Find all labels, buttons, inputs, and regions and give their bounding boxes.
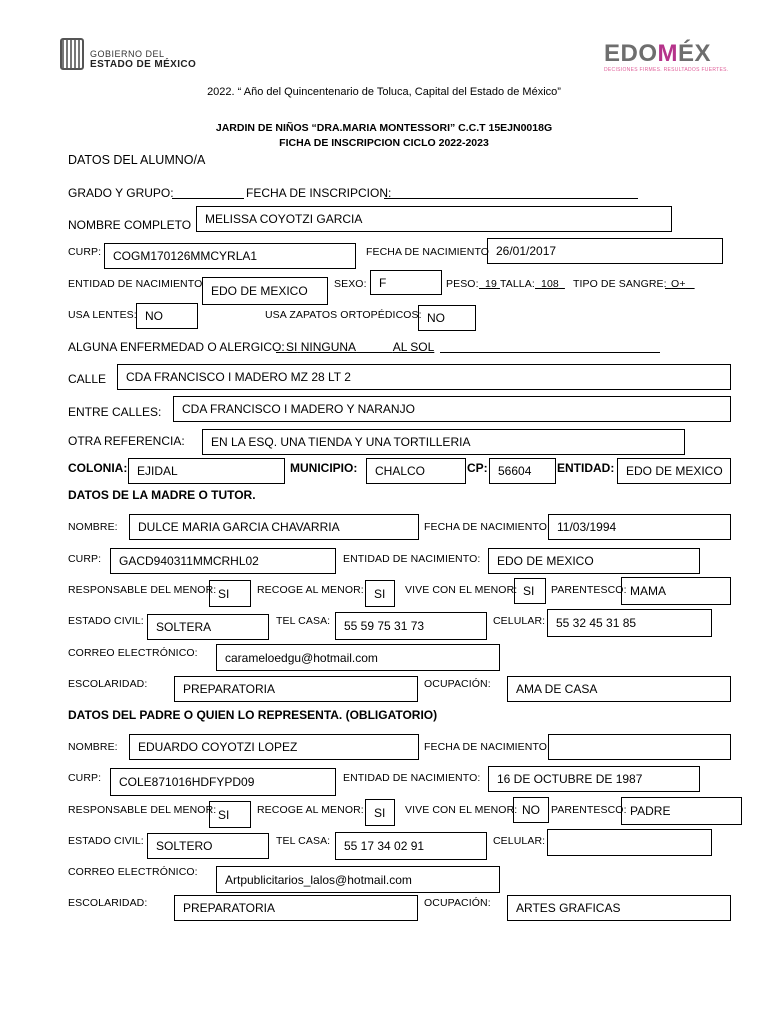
cp-field[interactable]: 56604 bbox=[489, 458, 556, 484]
padre-escolaridad-field[interactable]: PREPARATORIA bbox=[174, 895, 418, 921]
madre-nombre-label: NOMBRE: bbox=[68, 521, 118, 533]
enfermedad-input-line bbox=[440, 352, 660, 353]
form-title: FICHA DE INSCRIPCION CICLO 2022-2023 bbox=[279, 137, 489, 149]
padre-entidad-nacimiento-label: ENTIDAD DE NACIMIENTO: bbox=[343, 772, 481, 784]
madre-estado-civil-label: ESTADO CIVIL: bbox=[68, 615, 144, 627]
madre-escolaridad-label: ESCOLARIDAD: bbox=[68, 678, 148, 690]
madre-entidad-nacimiento-field[interactable]: EDO DE MEXICO bbox=[488, 548, 700, 574]
madre-estado-civil-field[interactable]: SOLTERA bbox=[147, 614, 269, 640]
madre-vive-label: VIVE CON EL MENOR: bbox=[405, 584, 518, 596]
padre-celular-label: CELULAR: bbox=[493, 835, 546, 847]
otra-referencia-field[interactable]: EN LA ESQ. UNA TIENDA Y UNA TORTILLERIA bbox=[202, 429, 685, 455]
madre-celular-label: CELULAR: bbox=[493, 615, 546, 627]
madre-ocupacion-field[interactable]: AMA DE CASA bbox=[507, 676, 731, 702]
section-madre: DATOS DE LA MADRE O TUTOR. bbox=[68, 488, 256, 502]
madre-tel-casa-label: TEL CASA: bbox=[276, 615, 331, 627]
fecha-inscripcion-input-line[interactable] bbox=[384, 198, 638, 199]
padre-fecha-nacimiento-label: FECHA DE NACIMIENTO: bbox=[424, 741, 551, 753]
padre-curp-field[interactable]: COLE871016HDFYPD09 bbox=[110, 768, 336, 796]
madre-curp-field[interactable]: GACD940311MMCRHL02 bbox=[110, 548, 336, 574]
section-padre: DATOS DEL PADRE O QUIEN LO REPRESENTA. (OBLIGATORIO) bbox=[68, 708, 438, 722]
fecha-nacimiento-label: FECHA DE NACIMIENTO bbox=[366, 246, 490, 258]
entidad-label: ENTIDAD: bbox=[557, 461, 615, 475]
padre-tel-casa-field[interactable]: 55 17 34 02 91 bbox=[335, 832, 487, 860]
entre-calles-label: ENTRE CALLES: bbox=[68, 405, 162, 419]
madre-tel-casa-field[interactable]: 55 59 75 31 73 bbox=[335, 612, 487, 640]
section-alumno: DATOS DEL ALUMNO/A bbox=[68, 153, 206, 167]
talla-value[interactable]: 108 bbox=[541, 278, 559, 290]
madre-responsable-field[interactable]: SI bbox=[209, 580, 251, 607]
edomex-tagline: DECISIONES FIRMES. RESULTADOS FUERTES. bbox=[604, 67, 729, 73]
talla-label: TALLA: bbox=[500, 278, 535, 290]
calle-field[interactable]: CDA FRANCISCO I MADERO MZ 28 LT 2 bbox=[117, 364, 731, 390]
curp-field[interactable]: COGM170126MMCYRLA1 bbox=[104, 243, 356, 269]
curp-label: CURP: bbox=[68, 246, 102, 258]
calle-label: CALLE bbox=[68, 372, 107, 386]
padre-ocupacion-field[interactable]: ARTES GRAFICAS bbox=[507, 895, 731, 921]
padre-fecha-nacimiento-field[interactable] bbox=[548, 734, 731, 760]
madre-responsable-label: RESPONSABLE DEL MENOR: bbox=[68, 584, 217, 596]
cp-label: CP: bbox=[467, 461, 488, 475]
gobierno-logo-line1: GOBIERNO DEL bbox=[90, 49, 165, 59]
padre-correo-label: CORREO ELECTRÓNICO: bbox=[68, 866, 198, 878]
padre-vive-label: VIVE CON EL MENOR: bbox=[405, 804, 518, 816]
padre-ocupacion-label: OCUPACIÓN: bbox=[424, 897, 491, 909]
year-motto: 2022. “ Año del Quincentenario de Toluca, Capital del Estado de México” bbox=[207, 86, 561, 98]
madre-nombre-field[interactable]: DULCE MARIA GARCIA CHAVARRIA bbox=[129, 514, 419, 540]
madre-recoge-field[interactable]: SI bbox=[365, 580, 395, 607]
fecha-inscripcion-label: FECHA DE INSCRIPCION: bbox=[246, 186, 392, 200]
madre-celular-field[interactable]: 55 32 45 31 85 bbox=[547, 609, 712, 637]
padre-responsable-field[interactable]: SI bbox=[209, 801, 251, 828]
madre-entidad-nacimiento-label: ENTIDAD DE NACIMIENTO: bbox=[343, 553, 481, 565]
padre-nombre-label: NOMBRE: bbox=[68, 741, 118, 753]
padre-escolaridad-label: ESCOLARIDAD: bbox=[68, 897, 148, 909]
school-name: JARDIN DE NIÑOS “DRA.MARIA MONTESSORI” C.C.T 15EJN0018G bbox=[215, 122, 553, 134]
grado-label: GRADO Y GRUPO: bbox=[68, 186, 174, 200]
peso-value[interactable]: 19 bbox=[485, 278, 497, 290]
madre-parentesco-field[interactable]: MAMA bbox=[621, 577, 731, 605]
enfermedad-label: ALGUNA ENFERMEDAD O ALERGICO: bbox=[68, 340, 285, 354]
padre-tel-casa-label: TEL CASA: bbox=[276, 835, 331, 847]
zapatos-ortopedicos-label: USA ZAPATOS ORTOPÉDICOS: bbox=[265, 309, 422, 321]
municipio-label: MUNICIPIO: bbox=[290, 461, 358, 475]
usa-lentes-field[interactable]: NO bbox=[136, 303, 198, 329]
padre-entidad-nacimiento-field[interactable]: 16 DE OCTUBRE DE 1987 bbox=[488, 766, 700, 792]
sexo-label: SEXO: bbox=[334, 278, 367, 290]
zapatos-ortopedicos-field[interactable]: NO bbox=[418, 305, 476, 331]
padre-recoge-field[interactable]: SI bbox=[365, 799, 395, 826]
madre-correo-label: CORREO ELECTRÓNICO: bbox=[68, 647, 198, 659]
tipo-sangre-value[interactable]: O+ bbox=[671, 278, 686, 290]
entidad-nacimiento-label: ENTIDAD DE NACIMIENTO bbox=[68, 278, 203, 290]
madre-fecha-nacimiento-field[interactable]: 11/03/1994 bbox=[548, 514, 731, 540]
padre-curp-label: CURP: bbox=[68, 772, 102, 784]
madre-escolaridad-field[interactable]: PREPARATORIA bbox=[174, 676, 418, 702]
padre-recoge-label: RECOGE AL MENOR: bbox=[257, 804, 364, 816]
padre-estado-civil-label: ESTADO CIVIL: bbox=[68, 835, 144, 847]
entre-calles-field[interactable]: CDA FRANCISCO I MADERO Y NARANJO bbox=[173, 396, 731, 422]
madre-curp-label: CURP: bbox=[68, 553, 102, 565]
grado-input-line[interactable] bbox=[172, 198, 244, 199]
madre-ocupacion-label: OCUPACIÓN: bbox=[424, 678, 491, 690]
estado-de-mexico-seal-icon bbox=[60, 38, 84, 70]
peso-label: PESO: bbox=[446, 278, 479, 290]
padre-responsable-label: RESPONSABLE DEL MENOR: bbox=[68, 804, 217, 816]
madre-parentesco-label: PARENTESCO: bbox=[551, 584, 627, 596]
usa-lentes-label: USA LENTES: bbox=[68, 309, 137, 321]
tipo-sangre-label: TIPO DE SANGRE: bbox=[573, 278, 667, 290]
nombre-completo-field[interactable]: MELISSA COYOTZI GARCIA bbox=[196, 206, 672, 232]
colonia-field[interactable]: EJIDAL bbox=[128, 458, 285, 484]
padre-vive-field[interactable]: NO bbox=[513, 797, 549, 823]
padre-correo-field[interactable]: Artpublicitarios_lalos@hotmail.com bbox=[216, 866, 500, 893]
madre-correo-field[interactable]: carameloedgu@hotmail.com bbox=[216, 644, 500, 671]
enfermedad-value[interactable]: SI NINGUNA AL SOL bbox=[286, 340, 435, 354]
fecha-nacimiento-field[interactable]: 26/01/2017 bbox=[487, 238, 723, 264]
colonia-label: COLONIA: bbox=[68, 461, 128, 475]
padre-parentesco-field[interactable]: PADRE bbox=[621, 797, 742, 825]
otra-referencia-label: OTRA REFERENCIA: bbox=[68, 434, 185, 448]
nombre-completo-label: NOMBRE COMPLETO bbox=[68, 218, 192, 232]
padre-parentesco-label: PARENTESCO: bbox=[551, 804, 627, 816]
madre-recoge-label: RECOGE AL MENOR: bbox=[257, 584, 364, 596]
entidad-field[interactable]: EDO DE MEXICO bbox=[617, 458, 731, 484]
padre-estado-civil-field[interactable]: SOLTERO bbox=[147, 833, 269, 859]
edomex-logo: EDOMÉX bbox=[604, 40, 712, 67]
municipio-field[interactable]: CHALCO bbox=[366, 458, 466, 484]
padre-celular-field[interactable] bbox=[547, 829, 712, 856]
gobierno-logo-line2: ESTADO DE MÉXICO bbox=[90, 59, 197, 70]
entidad-nacimiento-field[interactable]: EDO DE MEXICO bbox=[202, 277, 328, 305]
sexo-field[interactable]: F bbox=[370, 270, 442, 295]
madre-fecha-nacimiento-label: FECHA DE NACIMIENTO: bbox=[424, 521, 551, 533]
madre-vive-field[interactable]: SI bbox=[514, 578, 546, 604]
padre-nombre-field[interactable]: EDUARDO COYOTZI LOPEZ bbox=[129, 734, 419, 760]
